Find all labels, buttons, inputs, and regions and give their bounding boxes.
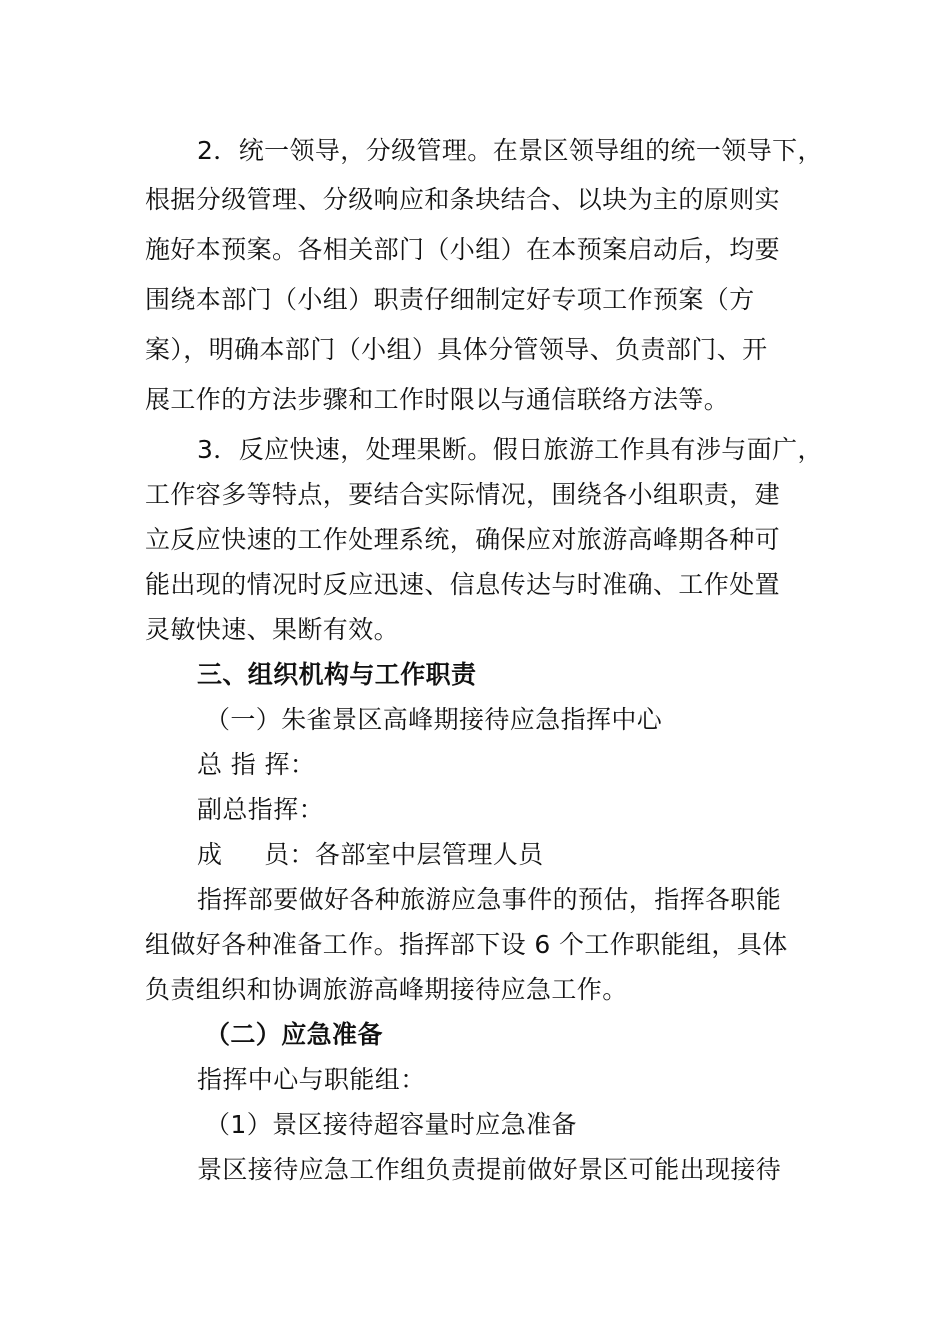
command-paragraph-line-3: 负责组织和协调旅游高峰期接待应急工作。 [145, 975, 628, 1004]
members-line: 成 员：各部室中层管理人员 [197, 840, 544, 869]
paragraph-3-line-2: 工作容多等特点，要结合实际情况，围绕各小组职责，建 [145, 480, 781, 509]
command-paragraph-line-1: 指挥部要做好各种旅游应急事件的预估，指挥各职能 [197, 885, 782, 914]
deputy-commander-line: 副总指挥： [197, 795, 325, 824]
paragraph-3-line-1: 3．反应快速，处理果断。假日旅游工作具有涉与面广， [197, 435, 823, 464]
paragraph-2-line-2: 根据分级管理、分级响应和条块结合、以块为主的原则实 [145, 185, 781, 214]
paragraph-2-line-1: 2．统一领导，分级管理。在景区领导组的统一领导下， [197, 136, 823, 165]
commander-line: 总 指 挥： [197, 750, 316, 779]
item-1-paragraph-line-1: 景区接待应急工作组负责提前做好景区可能出现接待 [197, 1155, 782, 1184]
paragraph-3-line-3: 立反应快速的工作处理系统，确保应对旅游高峰期各种可 [145, 525, 781, 554]
subsection-heading-2: （二）应急准备 [205, 1020, 383, 1049]
paragraph-2-line-6: 展工作的方法步骤和工作时限以与通信联络方法等。 [145, 385, 730, 414]
subsection-heading-1: （一）朱雀景区高峰期接待应急指挥中心 [205, 705, 663, 734]
paragraph-2-line-3: 施好本预案。各相关部门（小组）在本预案启动后，均要 [145, 235, 781, 264]
paragraph-3-line-5: 灵敏快速、果断有效。 [145, 615, 400, 644]
item-1-heading: （1）景区接待超容量时应急准备 [205, 1110, 577, 1139]
section-heading-3: 三、组织机构与工作职责 [197, 660, 477, 689]
command-paragraph-line-2: 组做好各种准备工作。指挥部下设 6 个工作职能组，具体 [145, 930, 788, 959]
paragraph-3-line-4: 能出现的情况时反应迅速、信息传达与时准确、工作处置 [145, 570, 781, 599]
command-center-line: 指挥中心与职能组： [197, 1065, 426, 1094]
paragraph-2-line-4: 围绕本部门（小组）职责仔细制定好专项工作预案（方 [145, 285, 755, 314]
paragraph-2-line-5: 案），明确本部门（小组）具体分管领导、负责部门、开 [145, 335, 768, 364]
